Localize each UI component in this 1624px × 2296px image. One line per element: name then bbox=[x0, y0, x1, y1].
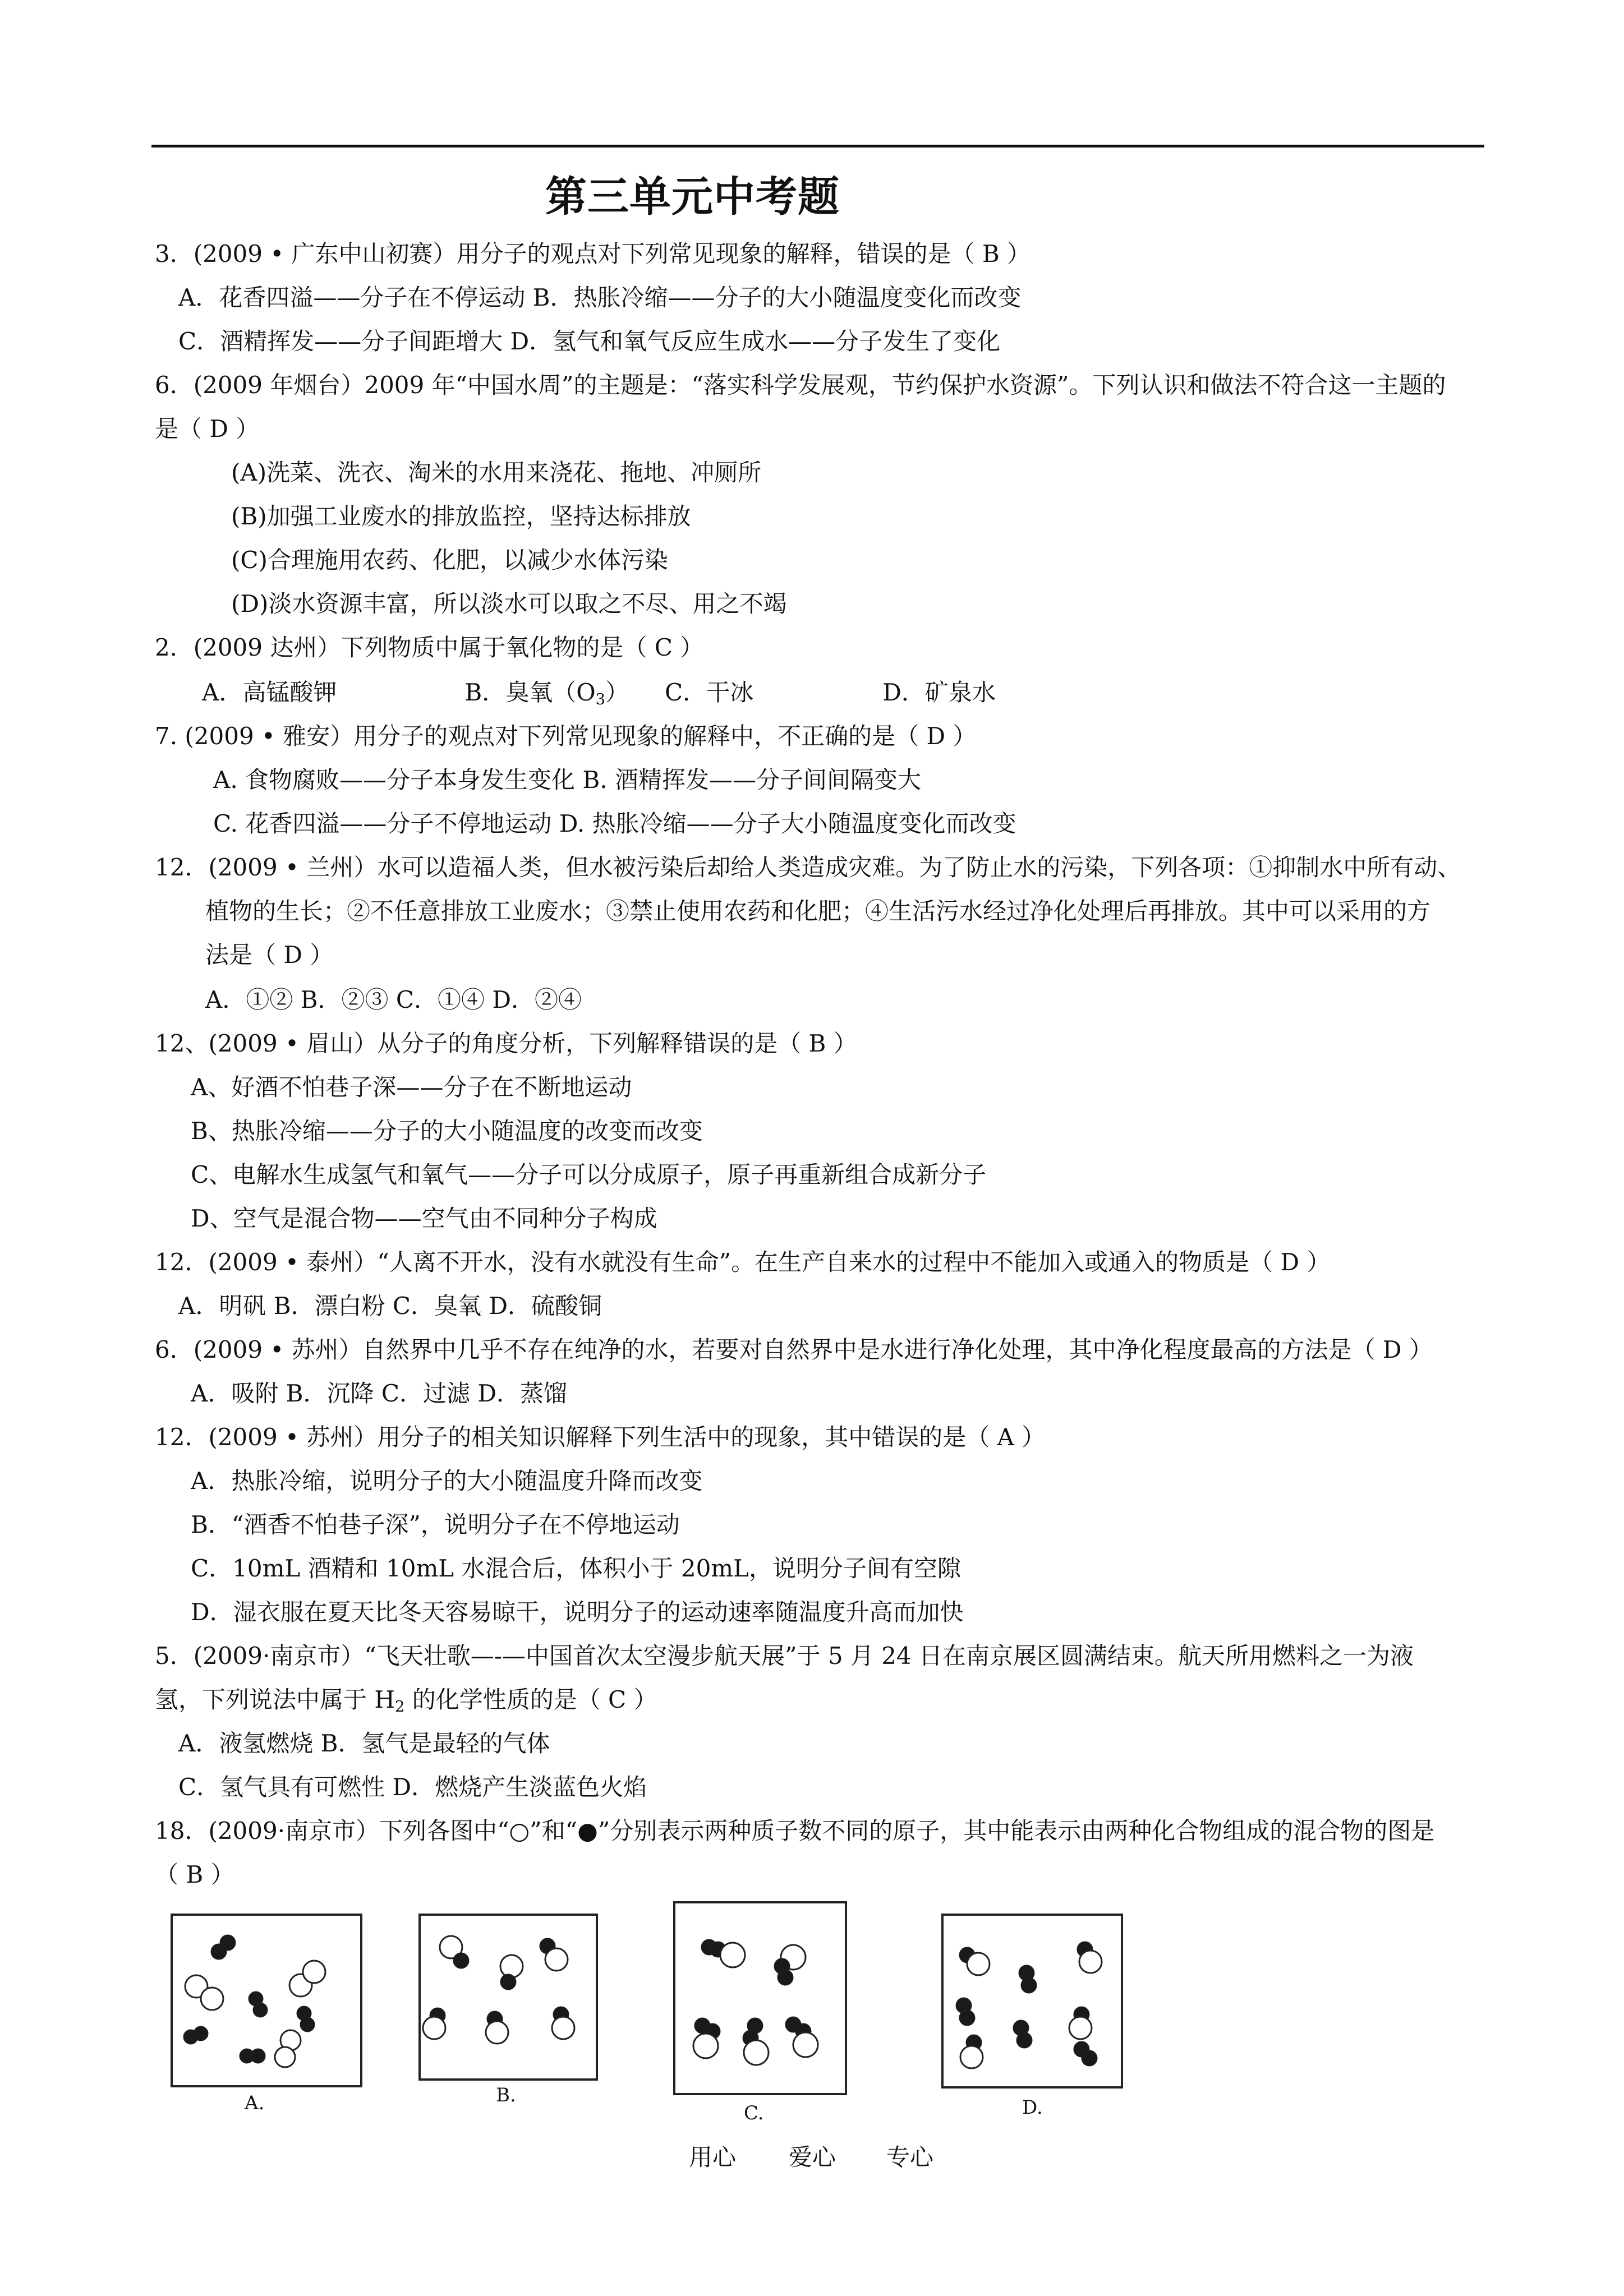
question-stem: 6．(2009 年烟台）2009 年“中国水周”的主题是：“落实科学发展观，节约保护水资源”。下列认识和做法不符合这一主题的 bbox=[155, 371, 1446, 399]
question-option: C．10mL 酒精和 10mL 水混合后，体积小于 20mL，说明分子间有空隙 bbox=[191, 1555, 961, 1582]
question-options: A．明矾 B．漂白粉 C．臭氧 D．硫酸铜 bbox=[178, 1292, 602, 1320]
question-options: C. 花香四溢——分子不停地运动 D. 热胀冷缩——分子大小随温度变化而改变 bbox=[213, 810, 1016, 837]
hollow-atom bbox=[545, 1948, 568, 1971]
question-option: (C)合理施用农药、化肥，以减少水体污染 bbox=[231, 546, 668, 574]
molecule bbox=[693, 2018, 720, 2058]
footer-text-1: 用心 bbox=[689, 2143, 737, 2171]
molecule-figure-c bbox=[673, 1901, 847, 2095]
solid-atom bbox=[194, 2026, 208, 2041]
question-options: A．吸附 B．沉降 C．过滤 D．蒸馏 bbox=[191, 1380, 568, 1407]
question-option: (D)淡水资源丰富，所以淡水可以取之不尽、用之不竭 bbox=[231, 590, 787, 617]
diatomic-molecule bbox=[440, 1936, 469, 1968]
diatomic-molecule bbox=[240, 2049, 265, 2063]
hollow-atom bbox=[201, 1988, 223, 2010]
question-option: C、电解水生成氢气和氧气——分子可以分成原子，原子再重新组合成新分子 bbox=[191, 1161, 987, 1188]
diatomic-molecule bbox=[1069, 2007, 1092, 2039]
hollow-atom bbox=[1079, 1951, 1102, 1973]
question-stem-continued: 法是（ D ） bbox=[205, 941, 334, 969]
hollow-atom bbox=[423, 2017, 445, 2039]
question-option: B、热胀冷缩——分子的大小随温度的改变而改变 bbox=[191, 1117, 703, 1145]
question-option: A、好酒不怕巷子深——分子在不断地运动 bbox=[191, 1073, 632, 1101]
diatomic-molecule bbox=[183, 2026, 208, 2044]
question-stem: 12．(2009 • 兰州）水可以造福人类，但水被污染后却给人类造成灾难。为了防止水的污染，下列各项：①抑制水中所有动、 bbox=[155, 854, 1461, 881]
question-options bbox=[202, 679, 996, 714]
option-b: B．臭氧$(O_3)$ bbox=[464, 679, 629, 708]
diatomic-molecule bbox=[1077, 1942, 1102, 1973]
question-options: A．液氢燃烧 B．氢气是最轻的气体 bbox=[178, 1730, 550, 1757]
top-rule bbox=[151, 145, 1484, 147]
hollow-atom bbox=[720, 1943, 745, 1967]
hollow-atom bbox=[967, 1953, 990, 1975]
question-stem-continued: 植物的生长；②不任意排放工业废水；③禁止使用农药和化肥；④生活污水经过净化处理后再排放。其中可以采用的方 bbox=[205, 897, 1431, 925]
question-stem: 7. (2009 • 雅安）用分子的观点对下列常见现象的解释中，不正确的是（ D ） bbox=[155, 722, 977, 750]
molecule bbox=[774, 1945, 806, 1985]
question-stem: 12．(2009 • 苏州）用分子的相关知识解释下列生活中的现象，其中错误的是（ A ） bbox=[155, 1423, 1046, 1451]
diatomic-molecule bbox=[500, 1955, 523, 1990]
diatomic-molecule bbox=[960, 2035, 983, 2068]
footer-text-2: 爱心 bbox=[789, 2143, 836, 2171]
question-options: A．花香四溢——分子在不停运动 B．热胀冷缩——分子的大小随温度变化而改变 bbox=[178, 284, 1022, 311]
diatomic-molecule bbox=[275, 2030, 301, 2067]
question-stem: 6．(2009 • 苏州）自然界中几乎不存在纯净的水，若要对自然界中是水进行净化处理，其中净化程度最高的方法是（ D ） bbox=[155, 1336, 1433, 1363]
hollow-atom bbox=[960, 2046, 983, 2068]
diatomic-molecule bbox=[185, 1975, 223, 2010]
question-option: (B)加强工业废水的排放监控，坚持达标排放 bbox=[231, 502, 691, 530]
solid-atom bbox=[1021, 1977, 1037, 1993]
diatomic-molecule bbox=[1013, 2020, 1032, 2048]
molecule-figure-b bbox=[418, 1914, 598, 2081]
hollow-atom bbox=[1069, 2017, 1092, 2039]
page-title: 第三单元中考题 bbox=[545, 173, 840, 221]
solid-atom bbox=[251, 2049, 265, 2063]
diatomic-molecule bbox=[552, 2007, 574, 2039]
question-stem-continued: 氢，下列说法中属于 $H_2$ 的化学性质的是（ C ） bbox=[155, 1686, 657, 1716]
figure-label-a: A. bbox=[245, 2092, 265, 2114]
solid-atom bbox=[253, 2003, 268, 2017]
solid-atom bbox=[959, 2010, 975, 2026]
solid-atom bbox=[1082, 2050, 1097, 2066]
hollow-atom bbox=[744, 2040, 769, 2065]
molecule-figure-d bbox=[941, 1914, 1123, 2088]
hollow-atom bbox=[500, 1955, 523, 1977]
question-stem: 3．(2009 • 广东中山初赛）用分子的观点对下列常见现象的解释，错误的是（ B ） bbox=[155, 240, 1031, 268]
molecule-diagram-d bbox=[944, 1916, 1121, 2086]
figure-label-b: B. bbox=[496, 2084, 516, 2106]
question-stem: 2．(2009 达州）下列物质中属于氧化物的是（ C ） bbox=[155, 634, 704, 661]
diatomic-molecule bbox=[956, 1998, 975, 2026]
question-option: D、空气是混合物——空气由不同种分子构成 bbox=[191, 1205, 657, 1232]
diatomic-molecule bbox=[959, 1947, 990, 1975]
solid-atom bbox=[500, 1974, 516, 1990]
question-option: B．“酒香不怕巷子深”，说明分子在不停地运动 bbox=[191, 1511, 680, 1538]
solid-atom bbox=[453, 1953, 469, 1968]
hollow-atom bbox=[552, 2017, 574, 2039]
question-stem: 12、(2009 • 眉山）从分子的角度分析，下列解释错误的是（ B ） bbox=[155, 1030, 857, 1057]
question-option: (A)洗菜、洗衣、淘米的水用来浇花、拖地、冲厕所 bbox=[231, 459, 762, 486]
hollow-atom bbox=[275, 2047, 295, 2067]
diatomic-molecule bbox=[211, 1935, 236, 1960]
question-options: A．①② B．②③ C．①④ D．②④ bbox=[205, 986, 582, 1013]
molecule bbox=[785, 2017, 818, 2057]
question-options: C．氢气具有可燃性 D．燃烧产生淡蓝色火焰 bbox=[178, 1773, 647, 1801]
hollow-atom bbox=[793, 2032, 818, 2057]
figure-label-c: C. bbox=[744, 2102, 764, 2124]
diatomic-molecule bbox=[486, 2011, 508, 2044]
figure-label-d: D. bbox=[1022, 2096, 1043, 2119]
question-stem-continued: （ B ） bbox=[155, 1861, 234, 1888]
question-option: D．湿衣服在夏天比冬天容易晾干，说明分子的运动速率随温度升高而加快 bbox=[191, 1598, 964, 1626]
question-stem: 18．(2009·南京市）下列各图中“○”和“●”分别表示两种质子数不同的原子，其中能表示由两种化合物组成的混合物的图是 bbox=[155, 1817, 1435, 1845]
question-options: C．酒精挥发——分子间距增大 D．氢气和氧气反应生成水——分子发生了变化 bbox=[178, 328, 1001, 355]
option-d: D．矿泉水 bbox=[882, 679, 996, 706]
molecule-diagram-c bbox=[675, 1903, 845, 2093]
diatomic-molecule bbox=[297, 2006, 315, 2032]
solid-atom bbox=[778, 1970, 793, 1985]
diatomic-molecule bbox=[540, 1938, 568, 1971]
solid-atom bbox=[300, 2017, 315, 2032]
question-options: A. 食物腐败——分子本身发生变化 B. 酒精挥发——分子间间隔变大 bbox=[213, 766, 921, 794]
molecule bbox=[743, 2018, 769, 2065]
option-a: A．高锰酸钾 bbox=[202, 679, 337, 706]
diatomic-molecule bbox=[249, 1991, 268, 2017]
diatomic-molecule bbox=[1074, 2041, 1097, 2066]
molecule bbox=[701, 1939, 745, 1967]
molecule-diagram-b bbox=[421, 1916, 596, 2078]
hollow-atom bbox=[303, 1961, 325, 1983]
molecule-diagram-a bbox=[173, 1916, 360, 2085]
option-c: C．干冰 bbox=[665, 679, 754, 706]
footer-text-3: 专心 bbox=[886, 2143, 934, 2171]
question-stem: 5．(2009·南京市）“飞天壮歌—-—中国首次太空漫步航天展”于 5 月 24 日在南京展区圆满结束。航天所用燃料之一为液 bbox=[155, 1642, 1414, 1670]
question-stem: 12．(2009 • 泰州）“人离不开水，没有水就没有生命”。在生产自来水的过程中不能加入或通入的物质是（ D ） bbox=[155, 1248, 1331, 1276]
hollow-atom bbox=[486, 2021, 508, 2044]
solid-atom bbox=[1016, 2032, 1032, 2048]
diatomic-molecule bbox=[423, 2008, 445, 2039]
molecule-figure-a bbox=[171, 1914, 362, 2087]
question-option: A．热胀冷缩，说明分子的大小随温度升降而改变 bbox=[191, 1467, 703, 1495]
diatomic-molecule bbox=[289, 1961, 325, 1997]
hollow-atom bbox=[693, 2034, 718, 2058]
solid-atom bbox=[220, 1935, 236, 1951]
question-stem-continued: 是（ D ） bbox=[155, 415, 260, 442]
diatomic-molecule bbox=[1019, 1965, 1037, 1993]
